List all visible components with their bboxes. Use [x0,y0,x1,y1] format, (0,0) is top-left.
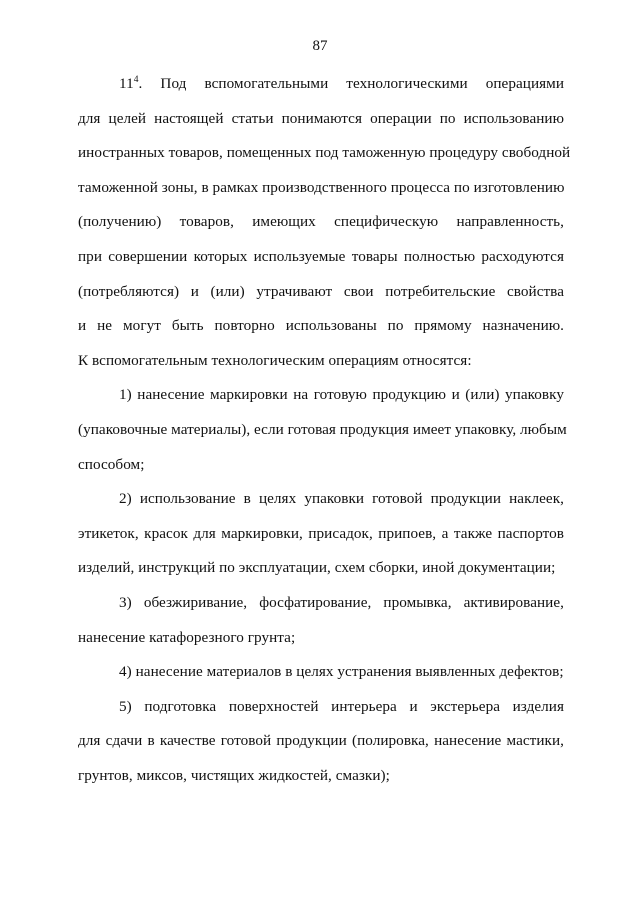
paragraph-line: при совершении которых используемые товары полностью расходуются [78,247,564,265]
paragraph-line: (упаковочные материалы), если готовая продукция имеет упаковку, любым [78,420,567,438]
list-item-2 [78,482,564,586]
paragraph-line: 1) нанесение маркировки на готовую продукцию и (или) упаковку [119,386,564,404]
list-item-4 [78,655,564,690]
paragraph-line [78,67,564,102]
paragraph-line: 3) обезжиривание, фосфатирование, промывка, активирование, [119,593,564,611]
paragraph-line: этикеток, красок для маркировки, присадок, припоев, а также паспортов [78,524,564,542]
paragraph-line: для целей настоящей статьи понимаются операции по использованию [78,109,564,127]
paragraph-line: (получению) товаров, имеющих специфическую направленность, [78,213,564,231]
paragraph-line: иностранных товаров, помещенных под таможенную процедуру свободной [78,144,571,162]
paragraph-line: изделий, инструкций по эксплуатации, схем сборки, иной документации; [78,559,556,577]
clause-superscript: 4 [133,75,139,85]
paragraph-line: таможенной зоны, в рамках производственного процесса по изготовлению [78,178,565,196]
paragraph-line: нанесение катафорезного грунта; [78,628,296,646]
list-item-1 [78,378,567,482]
list-item-5 [78,690,564,794]
paragraph-line: грунтов, миксов, чистящих жидкостей, смазки); [78,766,390,784]
paragraph-line: 4) нанесение материалов в целях устранения выявленных дефектов; [119,663,564,681]
paragraph-11-4 [78,67,571,378]
paragraph-line: способом; [78,455,145,473]
clause-number: 11 [119,75,134,92]
paragraph-line: для сдачи в качестве готовой продукции (полировка, нанесение мастики, [78,732,564,750]
paragraph-line: 2) использование в целях упаковки готовой продукции наклеек, [119,490,564,508]
document-body [78,67,571,793]
paragraph-line: 5) подготовка поверхностей интерьера и экстерьера изделия [119,697,564,715]
clause-text: . Под вспомогательными технологическими операциями [138,75,564,92]
list-item-3 [78,586,564,655]
paragraph-line: К вспомогательным технологическим операциям относятся: [78,351,472,369]
page-number: 87 [312,38,328,54]
paragraph-line: и не могут быть повторно использованы по прямому назначению. [78,317,564,335]
paragraph-line: (потребляются) и (или) утрачивают свои потребительские свойства [78,282,564,300]
